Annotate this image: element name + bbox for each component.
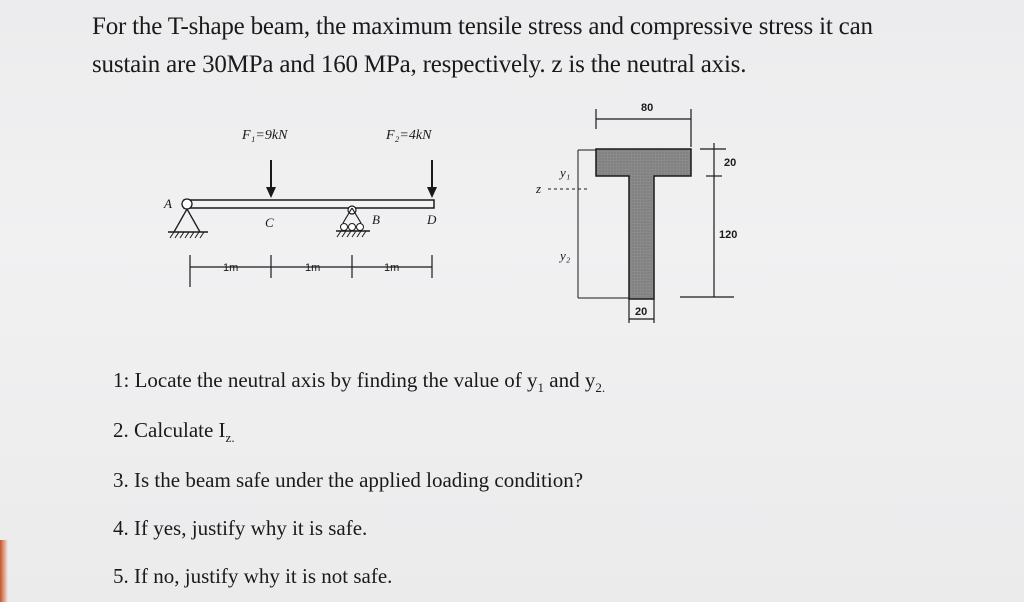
roller-support-b [336, 206, 370, 237]
point-label-d: D [427, 212, 437, 227]
y2-label: y₂ [560, 248, 571, 263]
t-section-shape [596, 149, 691, 299]
t-section-diagram [530, 95, 750, 325]
flange-dimension-line [700, 143, 726, 176]
flange-dimension-label: 20 [724, 157, 737, 169]
point-label-c: C [265, 215, 274, 230]
problem-statement [92, 8, 952, 84]
y1-label: y₁ [560, 165, 571, 180]
neutral-axis-label: z [536, 181, 542, 196]
question-1-text: 1: Locate the neutral axis by finding the value of y [113, 368, 538, 392]
question-1-sub-2: 2. [595, 380, 606, 396]
question-1-and: and y [544, 368, 596, 392]
question-1-sub-1: 1 [537, 380, 545, 396]
beam-body [184, 200, 434, 208]
question-3: 3. Is the beam safe under the applied loading condition? [113, 468, 584, 492]
question-2 [113, 418, 235, 446]
force-label-f2: F₂=4kN [386, 128, 432, 143]
force-arrow-f1 [266, 160, 276, 198]
width-dimension-label: 80 [641, 102, 654, 114]
question-5: 5. If no, justify why it is not safe. [113, 564, 393, 588]
width-dimension-line [596, 109, 691, 147]
span-label-3: 1m [384, 262, 400, 274]
web-dimension-label: 20 [635, 306, 648, 318]
height-dimension-label: 120 [719, 229, 738, 241]
span-label-1: 1m [223, 262, 239, 274]
question-2-text: 2. Calculate I [113, 418, 226, 442]
beam-diagram [150, 115, 460, 295]
force-label-f1: F₁=9kN [242, 128, 288, 143]
point-label-a: A [164, 196, 172, 211]
page-edge-shadow [0, 540, 8, 602]
point-label-b: B [372, 212, 380, 227]
span-label-2: 1m [305, 262, 321, 274]
problem-line-2: sustain are 30MPa and 160 MPa, respectively. z is the neutral axis. [92, 51, 747, 78]
question-4: 4. If yes, justify why it is safe. [113, 516, 368, 540]
problem-line-1: For the T-shape beam, the maximum tensile stress and compressive stress it can [92, 13, 873, 40]
force-arrow-f2 [427, 160, 437, 198]
question-2-sub: z. [225, 430, 235, 446]
question-1 [113, 368, 605, 396]
